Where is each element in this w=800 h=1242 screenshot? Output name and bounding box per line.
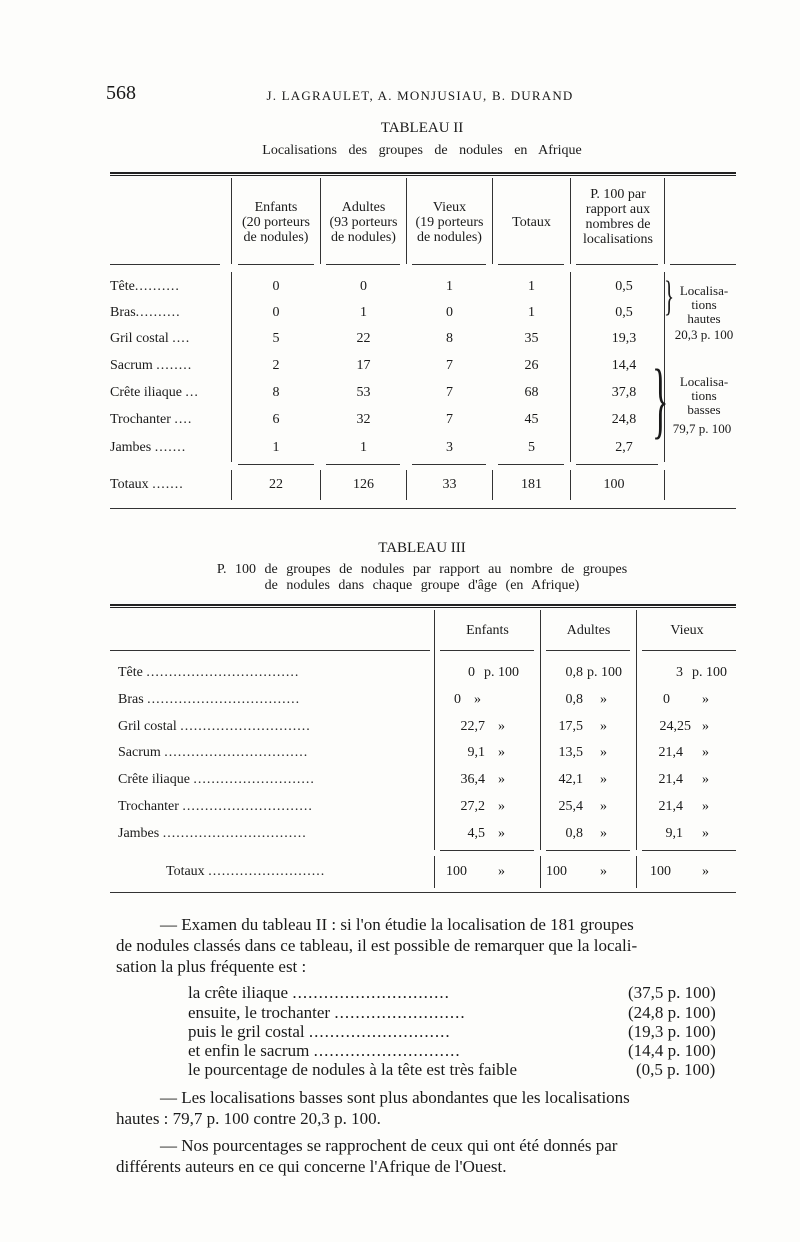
table2-cell: 1: [528, 305, 535, 320]
table3-unit: »: [702, 826, 709, 841]
table2-note-basses: Localisa- tions basses: [679, 374, 729, 417]
table2-total-label: Totaux .......: [110, 477, 184, 492]
table2-title: TABLEAU II: [380, 120, 464, 136]
table3-cell: 27,2: [460, 799, 485, 814]
table2-cell: 14,4: [611, 358, 637, 373]
table3-cell: 36,4: [460, 772, 485, 787]
table2-cell: 32: [356, 412, 371, 427]
table2-header-enfants: Enfants (20 porteurs de nodules): [241, 200, 311, 245]
list-item: le pourcentage de nodules à la tête est très faible: [188, 1060, 517, 1079]
table2-cell: 7: [446, 385, 453, 400]
table2-cell: 22: [356, 331, 371, 346]
table3-subtitle-2: de nodules dans chaque groupe d'âge (en Afrique): [264, 578, 580, 593]
table3-unit: »: [498, 826, 505, 841]
table2-total-rule: [576, 464, 658, 465]
table2-cell: 0,5: [615, 305, 633, 320]
table3-subtitle-1: P. 100 de groupes de nodules par rapport au nombre de groupes: [216, 562, 628, 577]
table2-cell: 5: [528, 440, 535, 455]
table2-cell: 53: [356, 385, 371, 400]
table3-unit: »: [600, 745, 607, 760]
table2-cell: 3: [446, 440, 453, 455]
table2-cell: 68: [524, 385, 539, 400]
brace-icon: }: [664, 274, 675, 320]
list-item: la crête iliaque ..............................: [188, 983, 450, 1002]
table2-cell: 7: [446, 412, 453, 427]
table3-cell: 13,5: [558, 745, 583, 760]
brace-icon: }: [652, 351, 669, 447]
table2-col-line: [664, 470, 665, 500]
table3-unit: »: [498, 719, 505, 734]
table2-row-label: Bras..........: [110, 305, 181, 320]
table3-cell: 17,5: [558, 719, 583, 734]
table3-unit: »: [600, 692, 607, 707]
table2-total-cell: 126: [353, 477, 374, 492]
table3-header-vieux: Vieux: [670, 623, 704, 638]
table3-row-label: Jambes ................................: [118, 826, 307, 841]
table2-total-rule: [238, 464, 314, 465]
table2-cell: 2,7: [615, 440, 633, 455]
table2-top-rule: [110, 172, 736, 176]
table2-header-underline: [670, 264, 736, 265]
table3-cell: 3: [676, 665, 683, 680]
table3-header-underline: [546, 650, 630, 651]
table3-cell: 22,7: [460, 719, 485, 734]
table2-cell: 17: [356, 358, 371, 373]
table2-row-label: Tête..........: [110, 279, 180, 294]
table3-cell: 25,4: [558, 799, 583, 814]
table3-unit: p. 100: [484, 665, 519, 680]
table3-unit: »: [702, 745, 709, 760]
paragraph-line: de nodules classés dans ce tableau, il est possible de remarquer que la locali-: [116, 936, 638, 955]
table2-cell: 1: [528, 279, 535, 294]
paragraph-line: — Les localisations basses sont plus abondantes que les localisations: [160, 1088, 630, 1107]
table3-unit: »: [600, 826, 607, 841]
table2-total-rule: [498, 464, 564, 465]
paragraph-line: différents auteurs en ce qui concerne l'Afrique de l'Ouest.: [116, 1157, 507, 1176]
table3-cell: 9,1: [467, 745, 485, 760]
table2-header-totaux: Totaux: [512, 215, 551, 230]
table3-unit: p. 100: [587, 665, 622, 680]
table2-bottom-rule: [110, 508, 736, 509]
table3-total-rule: [546, 850, 630, 851]
table2-row-label: Trochanter ....: [110, 412, 193, 427]
table3-cell: 9,1: [665, 826, 683, 841]
table2-row-label: Gril costal ....: [110, 331, 191, 346]
table3-header-adultes: Adultes: [566, 623, 611, 638]
table3-cell: 0,8: [565, 692, 583, 707]
table2-cell: 8: [272, 385, 280, 400]
table2-cell: 37,8: [611, 385, 637, 400]
table2-header-pct: P. 100 par rapport aux nombres de localisations: [583, 187, 653, 247]
table3-unit: »: [600, 864, 607, 879]
table2-note-hautes: Localisa- tions hautes: [679, 283, 729, 326]
table2-header-underline: [498, 264, 564, 265]
paragraph-line: — Examen du tableau II : si l'on étudie la localisation de 181 groupes: [160, 915, 634, 934]
table3-unit: »: [600, 799, 607, 814]
table3-header-underline: [110, 650, 430, 651]
table2-total-cell: 181: [521, 477, 542, 492]
table2-header-underline: [110, 264, 220, 265]
table3-cell: 0,8: [565, 665, 583, 680]
table2-header-vieux: Vieux (19 porteurs de nodules): [415, 200, 484, 245]
table2-col-line: [570, 470, 571, 500]
table2-cell: 1: [360, 440, 367, 455]
table2-header-adultes: Adultes (93 porteurs de nodules): [329, 200, 398, 245]
paragraph-line: — Nos pourcentages se rapprochent de ceux qui ont été donnés par: [160, 1136, 618, 1155]
list-item-value: (14,4 p. 100): [628, 1041, 716, 1060]
table3-row-label: Bras ..................................: [118, 692, 301, 707]
table3-unit: »: [702, 772, 709, 787]
table3-unit: p. 100: [692, 665, 727, 680]
table3-cell: 0,8: [565, 826, 583, 841]
list-item-value: (37,5 p. 100): [628, 983, 716, 1002]
paragraph-line: sation la plus fréquente est :: [116, 957, 307, 976]
table3-unit: »: [600, 719, 607, 734]
table2-cell: 19,3: [611, 331, 637, 346]
table3-cell: 4,5: [467, 826, 485, 841]
table2-row-label: Jambes .......: [110, 440, 187, 455]
table2-cell: 0: [272, 279, 280, 294]
table2-header-underline: [412, 264, 486, 265]
table3-total-cell: 100: [446, 864, 467, 879]
table3-row-label: Sacrum ................................: [118, 745, 309, 760]
table3-total-label: Totaux ..........................: [166, 864, 326, 879]
table3-cell: 0: [468, 665, 475, 680]
list-item-value: (19,3 p. 100): [628, 1022, 716, 1041]
table2-col-line: [570, 178, 571, 264]
table2-col-line: [664, 178, 665, 264]
table2-cell: 24,8: [611, 412, 637, 427]
table3-header-underline: [440, 650, 534, 651]
table2-cell: 26: [524, 358, 539, 373]
table2-cell: 35: [524, 331, 539, 346]
table3-cell: 0: [454, 692, 461, 707]
table3-unit: »: [498, 864, 505, 879]
table3-row-label: Gril costal .............................: [118, 719, 311, 734]
table3-row-label: Trochanter .............................: [118, 799, 313, 814]
table3-cell: 0: [663, 692, 670, 707]
table2-cell: 8: [446, 331, 453, 346]
table2-note-hautes-value: 20,3 p. 100: [674, 327, 734, 342]
list-item: puis le gril costal ...........................: [188, 1022, 451, 1041]
table2-note-basses-value: 79,7 p. 100: [672, 421, 732, 436]
table3-unit: »: [474, 692, 481, 707]
table2-cell: 1: [446, 279, 453, 294]
page-number: 568: [106, 82, 136, 104]
list-item-value: (0,5 p. 100): [636, 1060, 716, 1079]
table3-unit: »: [498, 772, 505, 787]
table2-cell: 6: [272, 412, 280, 427]
table3-header-underline: [642, 650, 736, 651]
table2-subtitle: Localisations des groupes de nodules en Afrique: [262, 143, 582, 158]
table3-title: TABLEAU III: [378, 540, 466, 556]
table2-cell: 0,5: [615, 279, 633, 294]
table3-cell: 21,4: [658, 799, 683, 814]
table2-cell: 1: [360, 305, 367, 320]
table2-total-cell: 22: [269, 477, 283, 492]
table2-total-cell: 33: [442, 477, 457, 492]
list-item: et enfin le sacrum ............................: [188, 1041, 461, 1060]
table3-header-enfants: Enfants: [466, 623, 509, 638]
table2-row-label: Sacrum ........: [110, 358, 193, 373]
paragraph-line: hautes : 79,7 p. 100 contre 20,3 p. 100.: [116, 1109, 381, 1128]
table3-top-rule: [110, 604, 736, 608]
table3-total-cell: 100: [650, 864, 671, 879]
table2-cell: 0: [446, 305, 453, 320]
table2-cell: 2: [272, 358, 280, 373]
table3-total-cell: 100: [546, 864, 567, 879]
table2-cell: 5: [272, 331, 280, 346]
table3-unit: »: [702, 719, 709, 734]
table3-row-label: Crête iliaque ...........................: [118, 772, 315, 787]
table3-unit: »: [498, 799, 505, 814]
table3-unit: »: [702, 799, 709, 814]
table2-cell: 1: [272, 440, 280, 455]
list-item-value: (24,8 p. 100): [628, 1003, 716, 1022]
table3-cell: 24,25: [659, 719, 691, 734]
list-item: ensuite, le trochanter .........................: [188, 1003, 466, 1022]
table2-cell: 45: [524, 412, 539, 427]
table2-total-rule: [326, 464, 400, 465]
table2-row-label: Crête iliaque ...: [110, 385, 199, 400]
table3-cell: 21,4: [658, 772, 683, 787]
table2-total-cell: 100: [603, 477, 625, 492]
table2-header-underline: [238, 264, 314, 265]
table2-total-rule: [412, 464, 486, 465]
table3-col-line: [636, 856, 637, 888]
table2-col-line: [570, 272, 571, 462]
table3-cell: 42,1: [558, 772, 583, 787]
table3-bottom-rule: [110, 892, 736, 893]
table2-header-underline: [326, 264, 400, 265]
table3-total-rule: [642, 850, 736, 851]
running-head: J. LAGRAULET, A. MONJUSIAU, B. DURAND: [266, 88, 574, 103]
table2-cell: 7: [446, 358, 453, 373]
table3-unit: »: [600, 772, 607, 787]
table2-cell: 0: [272, 305, 280, 320]
table2-header-underline: [576, 264, 658, 265]
table3-unit: »: [702, 864, 709, 879]
table3-row-label: Tête ..................................: [118, 665, 300, 680]
table3-cell: 21,4: [658, 745, 683, 760]
table3-total-rule: [440, 850, 534, 851]
table3-unit: »: [498, 745, 505, 760]
table3-col-line: [540, 856, 541, 888]
table2-cell: 0: [360, 279, 367, 294]
table3-unit: »: [702, 692, 709, 707]
table3-col-line: [434, 856, 435, 888]
